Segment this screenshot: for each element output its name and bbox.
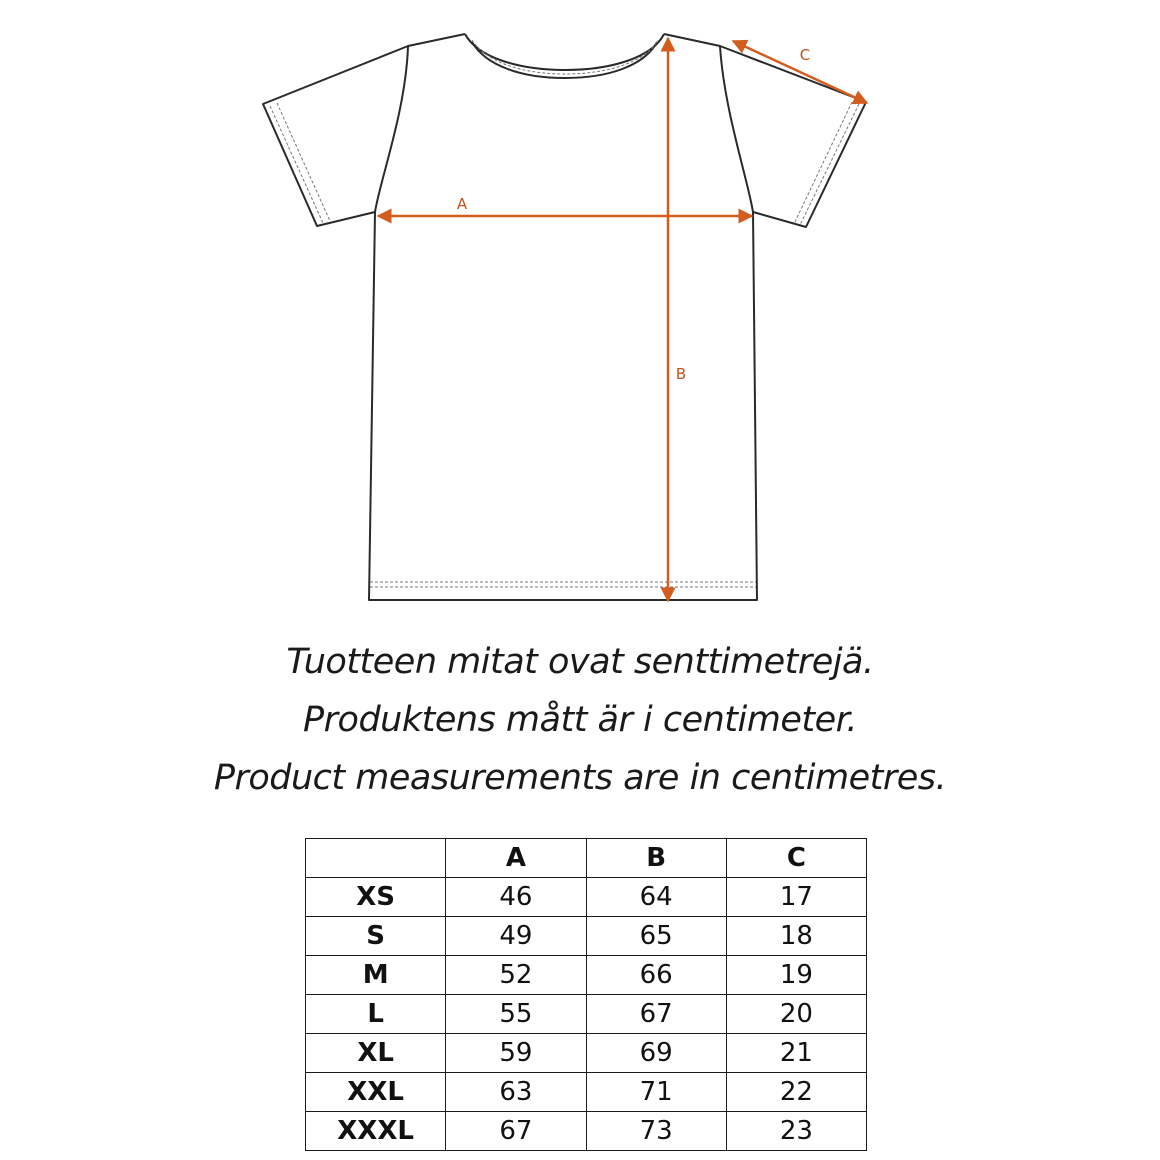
value-b: 67 xyxy=(586,995,726,1034)
value-b: 66 xyxy=(586,956,726,995)
value-b: 69 xyxy=(586,1034,726,1073)
size-cell: XXXL xyxy=(306,1112,446,1151)
value-a: 55 xyxy=(446,995,586,1034)
value-a: 63 xyxy=(446,1073,586,1112)
table-row xyxy=(306,1112,867,1151)
measure-arrow-a xyxy=(378,195,752,216)
size-cell: XXL xyxy=(306,1073,446,1112)
value-a: 67 xyxy=(446,1112,586,1151)
caption-swedish: Produktens mått är i centimeter. xyxy=(303,700,857,740)
value-a: 46 xyxy=(446,878,586,917)
value-c: 18 xyxy=(726,917,866,956)
header-b: B xyxy=(586,839,726,878)
table-row xyxy=(306,1034,867,1073)
table-row xyxy=(306,878,867,917)
value-b: 73 xyxy=(586,1112,726,1151)
value-c: 21 xyxy=(726,1034,866,1073)
stitch-lines xyxy=(270,40,859,587)
value-b: 64 xyxy=(586,878,726,917)
value-a: 49 xyxy=(446,917,586,956)
value-c: 23 xyxy=(726,1112,866,1151)
size-cell: L xyxy=(306,995,446,1034)
value-c: 19 xyxy=(726,956,866,995)
header-blank xyxy=(306,839,446,878)
size-cell: XL xyxy=(306,1034,446,1073)
caption-finnish: Tuotteen mitat ovat senttimetrejä. xyxy=(286,642,874,682)
header-c: C xyxy=(726,839,866,878)
table-row xyxy=(306,1073,867,1112)
value-c: 20 xyxy=(726,995,866,1034)
value-c: 17 xyxy=(726,878,866,917)
value-b: 71 xyxy=(586,1073,726,1112)
measure-label-a: A xyxy=(456,195,468,213)
header-a: A xyxy=(446,839,586,878)
table-header-row xyxy=(306,839,867,878)
measure-arrow-b xyxy=(668,38,686,601)
table-row xyxy=(306,917,867,956)
measure-arrow-c xyxy=(733,41,867,103)
size-cell: XS xyxy=(306,878,446,917)
measure-label-b: B xyxy=(675,365,687,383)
caption-english: Product measurements are in centimetres. xyxy=(213,758,947,798)
value-c: 22 xyxy=(726,1073,866,1112)
table-row xyxy=(306,995,867,1034)
measure-label-c: C xyxy=(799,46,811,64)
table-row xyxy=(306,956,867,995)
value-a: 52 xyxy=(446,956,586,995)
size-chart-table xyxy=(305,838,867,1151)
value-a: 59 xyxy=(446,1034,586,1073)
size-cell: M xyxy=(306,956,446,995)
size-cell: S xyxy=(306,917,446,956)
tshirt-outline xyxy=(263,34,866,600)
value-b: 65 xyxy=(586,917,726,956)
